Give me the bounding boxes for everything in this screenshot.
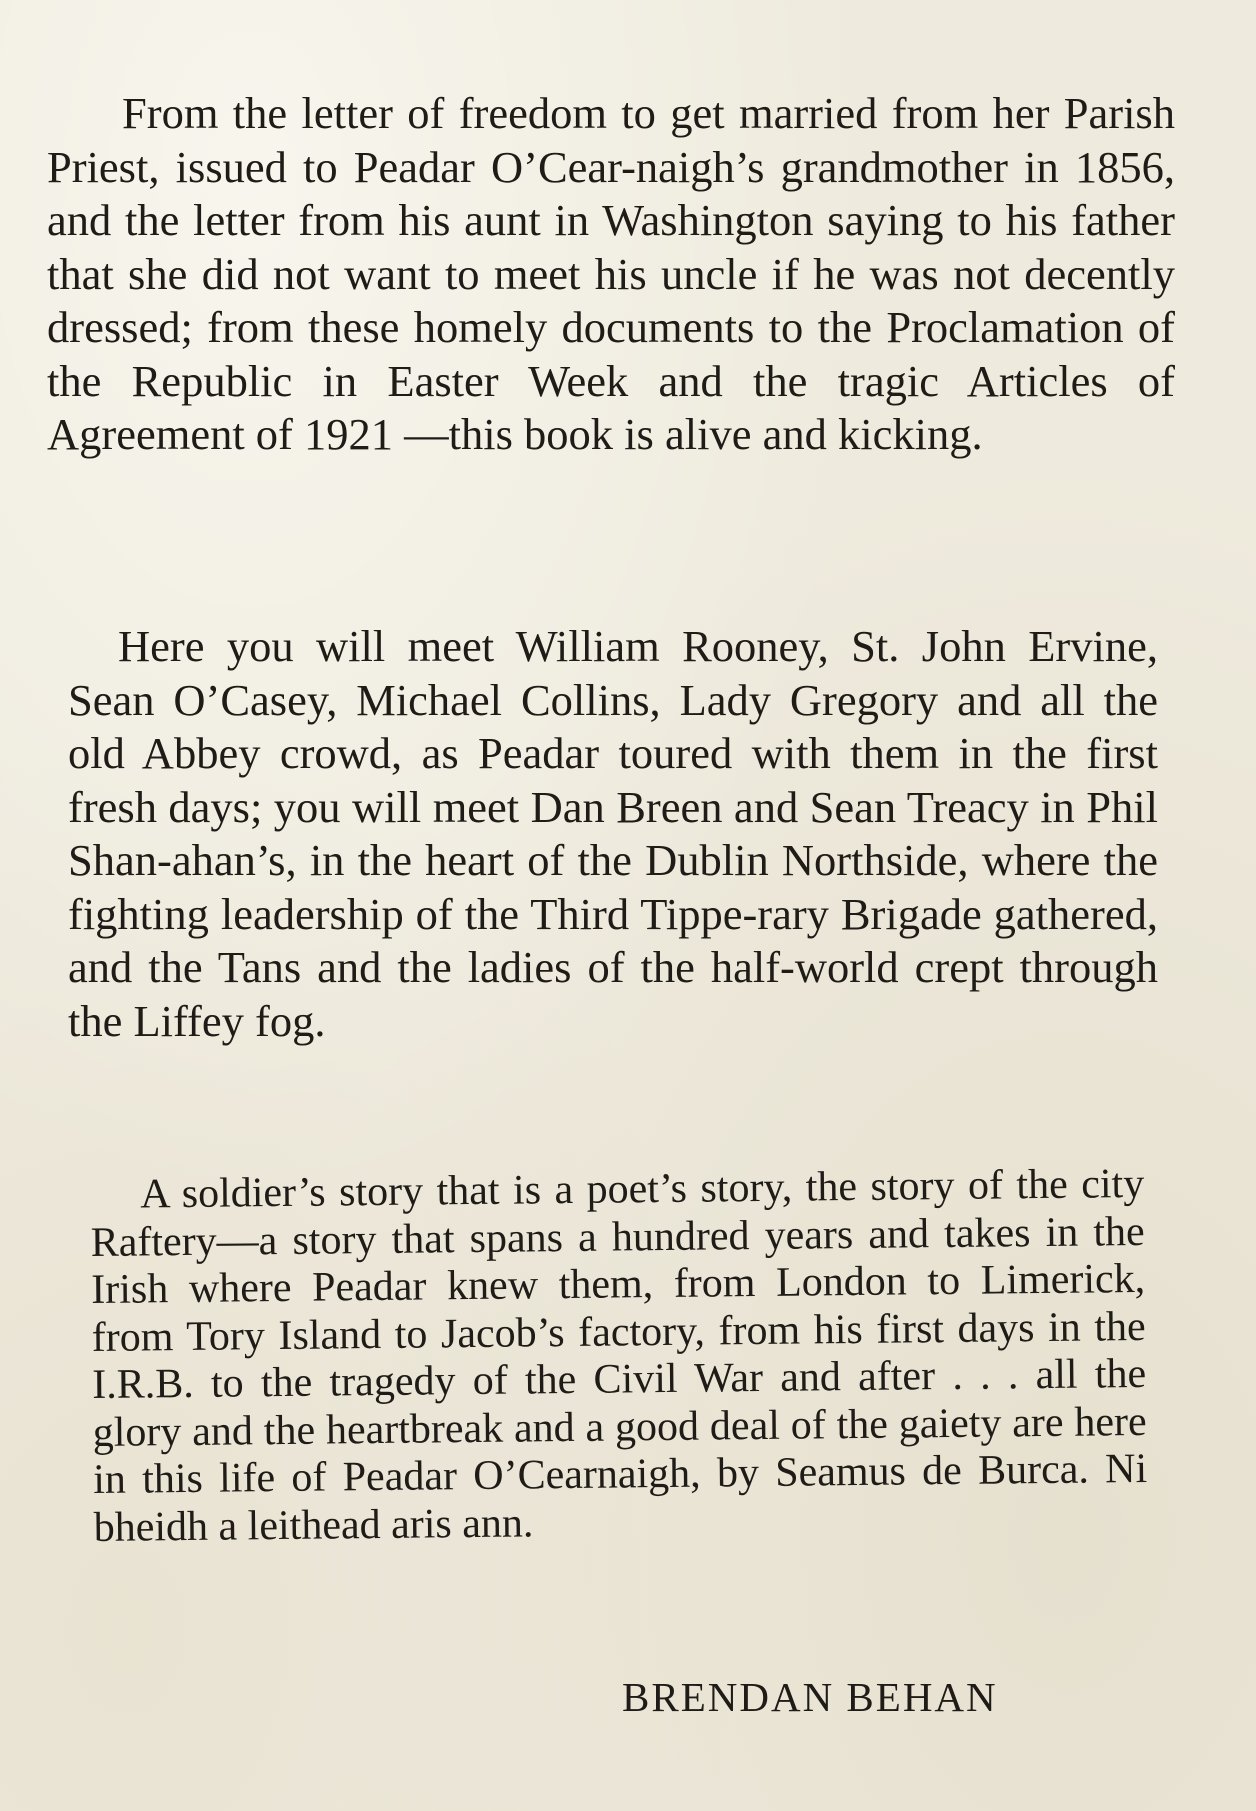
author-signature: BRENDAN BEHAN [622, 1674, 998, 1720]
paragraph-people-you-will-meet: Here you will meet William Rooney, St. John Ervine, Sean O’Casey, Michael Collins, Lady Gregory and all the old Abbey crowd, as Peadar toured with them in the first fresh days; you will meet Dan Breen and Sean Treacy in Phil Shan-ahan’s, in the heart of the Dublin Northside, where the fighting leadership of the Third Tippe-rary Brigade gathered, and the Tans and the ladies of the half-world crept through the Liffey fog. [68, 621, 1158, 1046]
paragraph-soldiers-story: A soldier’s story that is a poet’s story, the story of the city Raftery—a story that spans a hundred years and takes in the Irish where Peadar knew them, from London to Limerick, from Tory Island to Jacob’s factory, from his first days in the I.R.B. to the tragedy of the Civil War and after . . . all the glory and the heartbreak and a good deal of the gaiety are here in this life of Peadar O’Cearnaigh, by Seamus de Burca. Ni bheidh a leithead aris ann. [90, 1160, 1148, 1551]
paragraph-letters-and-documents: From the letter of freedom to get married from her Parish Priest, issued to Peadar O’Cear-naigh’s grandmother in 1856, and the letter from his aunt in Washington saying to his father that she did not want to meet his uncle if he was not decently dressed; from these homely documents to the Proclamation of the Republic in Easter Week and the tragic Articles of Agreement of 1921 —this book is alive and kicking. [47, 88, 1175, 459]
